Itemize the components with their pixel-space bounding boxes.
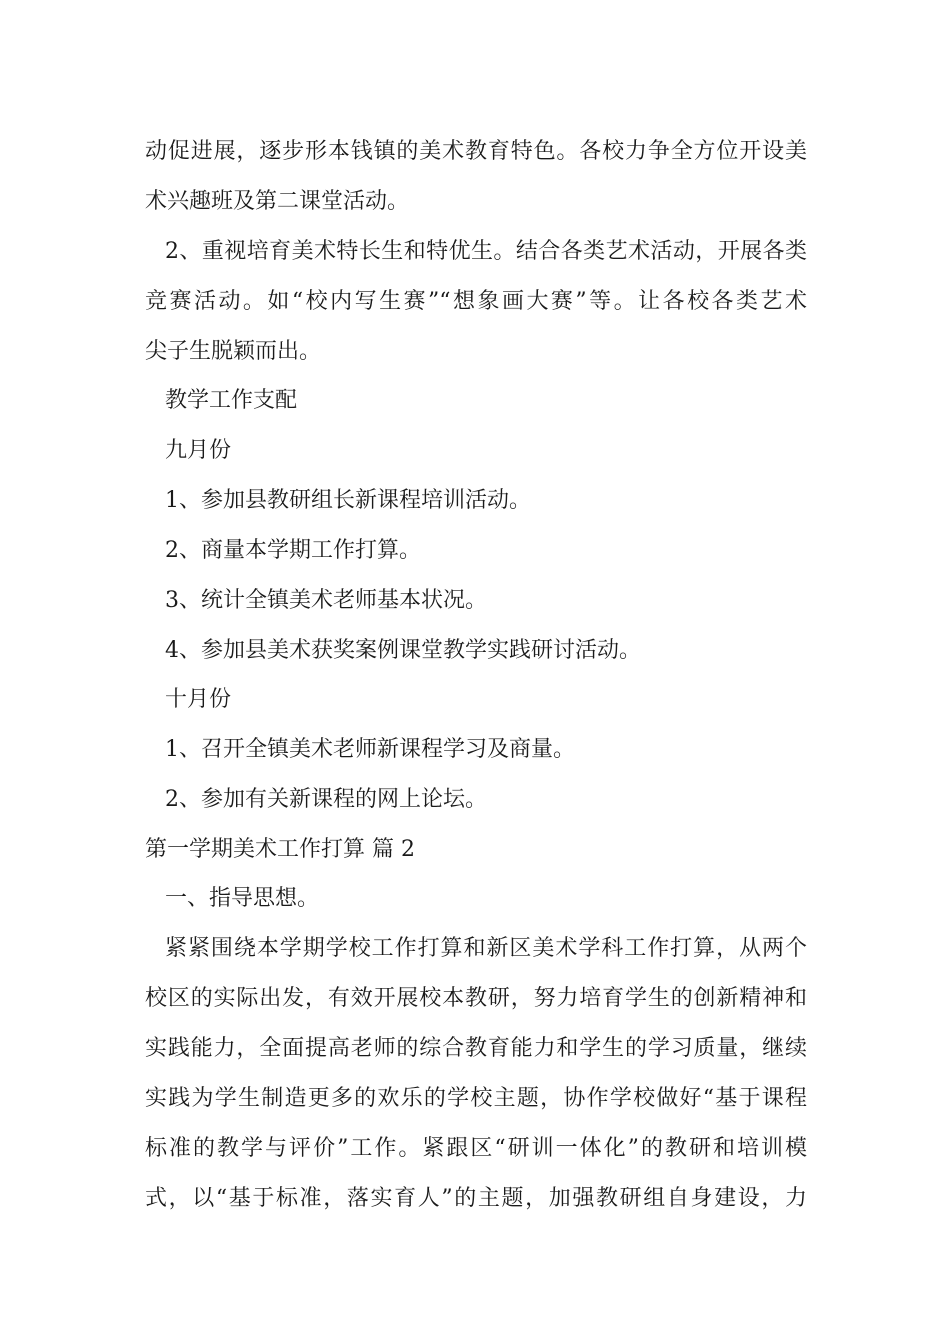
paragraph-line: 标准的教学与评价”工作。紧跟区“研训一体化”的教研和培训模 <box>145 1136 807 1161</box>
paragraph-line: 术兴趣班及第二课堂活动。 <box>145 189 410 214</box>
paragraph-line: 紧紧围绕本学期学校工作打算和新区美术学科工作打算，从两个 <box>165 936 807 961</box>
section-heading: 一、指导思想。 <box>165 886 320 911</box>
list-item: 1、参加县教研组长新课程培训活动。 <box>165 488 531 513</box>
paragraph-line: 2、重视培育美术特长生和特优生。结合各类艺术活动，开展各类 <box>165 239 807 264</box>
paragraph-line: 校区的实际出发，有效开展校本教研，努力培育学生的创新精神和 <box>145 986 807 1011</box>
list-item: 2、商量本学期工作打算。 <box>165 538 421 563</box>
list-item: 1、召开全镇美术老师新课程学习及商量。 <box>165 737 575 762</box>
section-heading: 教学工作支配 <box>165 388 298 413</box>
paragraph-line: 动促进展，逐步形本钱镇的美术教育特色。各校力争全方位开设美 <box>145 139 807 164</box>
paragraph-line: 实践能力，全面提高老师的综合教育能力和学生的学习质量，继续 <box>145 1036 807 1061</box>
list-item: 4、参加县美术获奖案例课堂教学实践研讨活动。 <box>165 638 641 663</box>
paragraph-line: 尖子生脱颖而出。 <box>145 339 322 364</box>
paragraph-line: 式，以“基于标准，落实育人”的主题，加强教研组自身建设，力 <box>145 1186 807 1211</box>
list-item: 3、统计全镇美术老师基本状况。 <box>165 588 487 613</box>
month-heading: 十月份 <box>165 687 232 712</box>
document-title: 第一学期美术工作打算 篇 2 <box>145 837 415 862</box>
paragraph-line: 竞赛活动。如“校内写生赛”“想象画大赛”等。让各校各类艺术 <box>145 289 807 314</box>
month-heading: 九月份 <box>165 438 232 463</box>
paragraph-line: 实践为学生制造更多的欢乐的学校主题，协作学校做好“基于课程 <box>145 1086 807 1111</box>
list-item: 2、参加有关新课程的网上论坛。 <box>165 787 487 812</box>
